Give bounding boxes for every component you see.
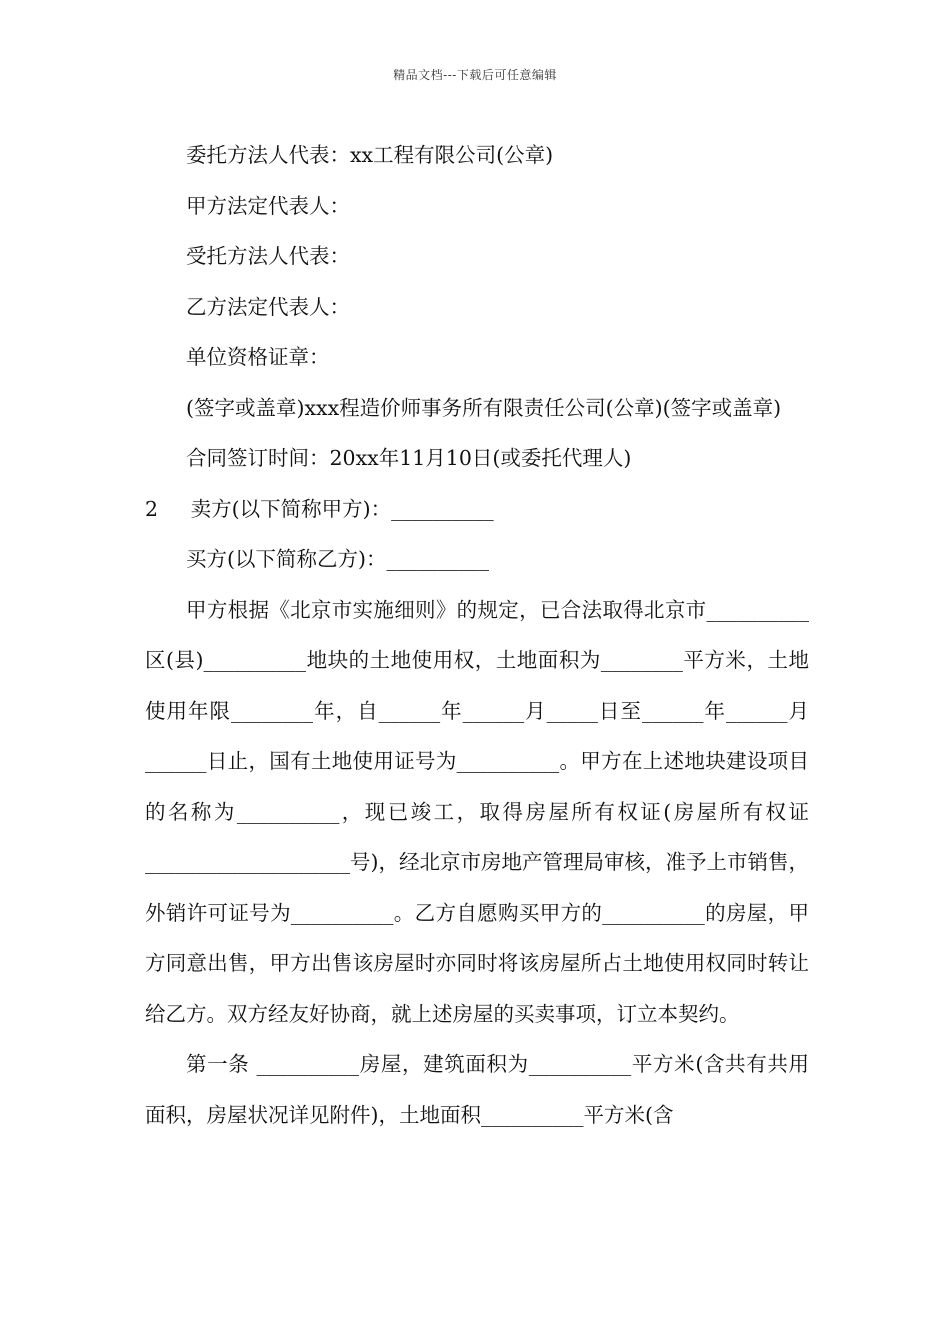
article-one-paragraph: 第一条 __________房屋，建筑面积为__________平方米(含共有共用面积，房屋状况详见附件)，土地面积__________平方米(含 bbox=[145, 1052, 809, 1127]
seller-line bbox=[145, 484, 809, 535]
signature-seal-paragraph: (签字或盖章)xxx程造价师事务所有限责任公司(公章)(签字或盖章) bbox=[186, 395, 782, 420]
trustee-legal-rep-line: 受托方法人代表： bbox=[186, 244, 350, 268]
main-paragraph: 甲方根据《北京市实施细则》的规定，已合法取得北京市__________区(县)__________地块的土地使用权，土地面积为________平方米，土地使用年限________年，自______年______月_____日至______年______月______日止，国有土地使用证号为__________。甲方在上述地块建设项目的名称为__________，现已竣工，取得房屋所有权证(房屋所有权证____________________号)，经北京市房地产管理局审核，准予上市销售，外销许可证号为__________。乙方自愿购买甲方的__________的房屋，甲方同意出售，甲方出售该房屋时亦同时将该房屋所占土地使用权同时转让给乙方。双方经友好协商，就上述房屋的买卖事项，订立本契约。 bbox=[145, 597, 809, 1026]
section-number: 2 bbox=[145, 496, 159, 521]
page-header: 精品文档---下载后可任意编辑 bbox=[393, 68, 557, 82]
buyer-line: 买方(以下简称乙方)：__________ bbox=[186, 547, 489, 571]
document-body bbox=[145, 130, 809, 1140]
party-b-legal-rep-line: 乙方法定代表人： bbox=[186, 294, 350, 319]
contract-date-line: 合同签订时间：20xx年11月10日(或委托代理人) bbox=[186, 446, 632, 470]
seller-text: 卖方(以下简称甲方)：__________ bbox=[190, 496, 494, 521]
client-legal-rep-line: 委托方法人代表：xx工程有限公司(公章) bbox=[186, 143, 554, 167]
party-a-legal-rep-line: 甲方法定代表人： bbox=[186, 193, 350, 218]
qualification-seal-line: 单位资格证章： bbox=[186, 345, 330, 369]
